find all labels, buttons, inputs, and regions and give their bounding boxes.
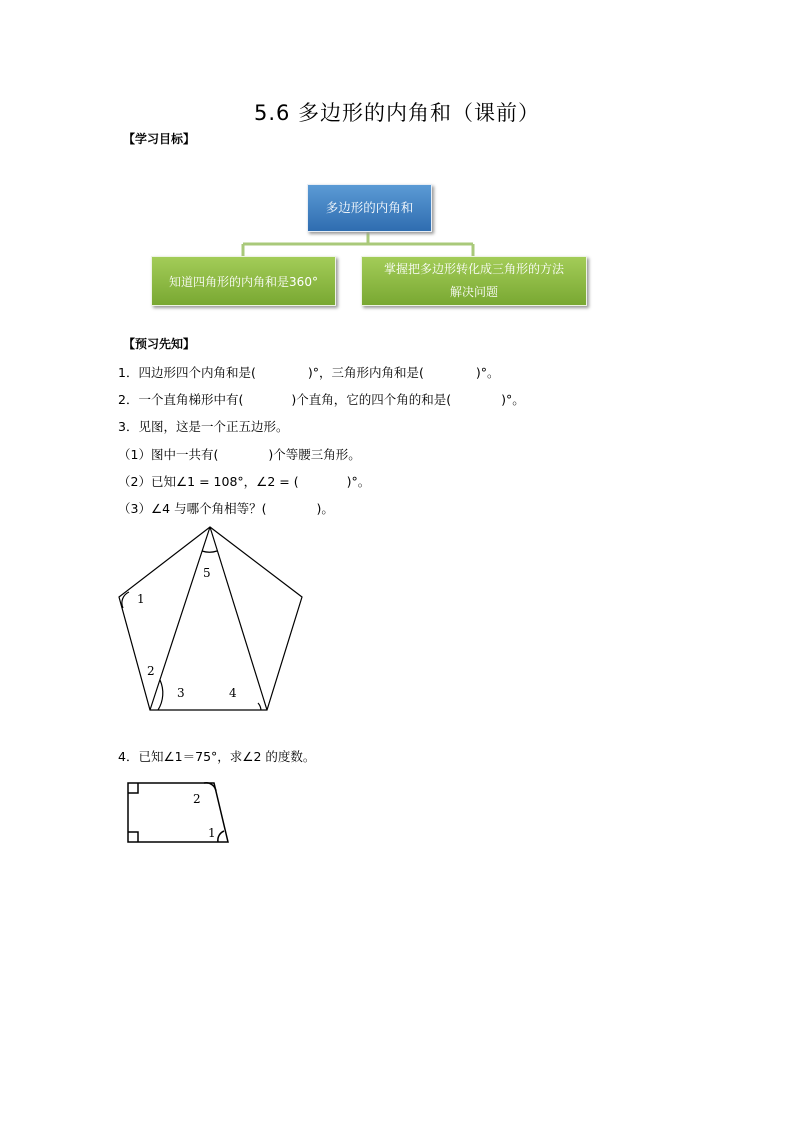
right-angle-bottom-mark xyxy=(128,832,138,842)
trapezoid-figure xyxy=(120,775,240,850)
q2-part-b: )个直角，它的四个角的和是( xyxy=(291,392,452,407)
q3-3-part-b: )。 xyxy=(316,501,334,516)
mindmap-right-line2: 解决问题 xyxy=(449,285,498,299)
question-3-2 xyxy=(118,472,370,490)
q1-part-b: )°，三角形内角和是( xyxy=(307,365,424,380)
q3-1-part-b: )个等腰三角形。 xyxy=(268,447,361,462)
mindmap-left-text: 知道四角形的内角和是360° xyxy=(169,274,318,289)
diagonal-left xyxy=(150,527,210,710)
pentagon-label-2: 2 xyxy=(147,664,155,678)
mindmap-right-line1: 掌握把多边形转化成三角形的方法 xyxy=(383,262,564,276)
pentagon-label-4: 4 xyxy=(229,686,237,700)
trapezoid-label-1: 1 xyxy=(208,826,216,840)
question-3-3 xyxy=(118,499,334,517)
mindmap-left-node xyxy=(151,256,336,306)
page-title: 5.6 多边形的内角和（课前） xyxy=(253,101,541,125)
pentagon-outline xyxy=(119,527,302,710)
pentagon-label-3: 3 xyxy=(177,686,185,700)
pentagon-label-1: 1 xyxy=(137,592,145,606)
angle-5-arc xyxy=(202,551,217,552)
q2-part-c: )°。 xyxy=(501,392,525,407)
q3-2-part-b: )°。 xyxy=(346,474,371,489)
mindmap-root: 多边形的内角和 xyxy=(307,184,432,232)
q1-part-c: )°。 xyxy=(475,365,500,380)
preview-heading: 【预习先知】 xyxy=(123,337,196,351)
angle-4-arc xyxy=(258,703,261,710)
q1-part-a: 1．四边形四个内角和是( xyxy=(118,365,256,380)
right-angle-top-mark xyxy=(128,783,138,793)
question-2 xyxy=(118,390,525,408)
diagonal-right xyxy=(210,527,267,710)
q3-1-part-a: （1）图中一共有( xyxy=(118,447,219,462)
q3-2-part-a: （2）已知∠1 = 108°，∠2 = ( xyxy=(118,474,299,489)
question-3-1 xyxy=(118,445,361,463)
mindmap-right-node xyxy=(361,256,587,306)
q3-3-part-a: （3）∠4 与哪个角相等？( xyxy=(118,501,267,516)
trapezoid-label-2: 2 xyxy=(193,792,201,806)
pentagon-label-5: 5 xyxy=(203,566,211,580)
pentagon-figure xyxy=(110,520,320,720)
question-1 xyxy=(118,363,500,381)
angle-1-arc xyxy=(218,831,224,842)
question-4: 4．已知∠1＝75°，求∠2 的度数。 xyxy=(118,749,316,764)
question-3: 3．见图，这是一个正五边形。 xyxy=(118,419,289,434)
goals-heading: 【学习目标】 xyxy=(123,132,196,146)
q2-part-a: 2．一个直角梯形中有( xyxy=(118,392,244,407)
